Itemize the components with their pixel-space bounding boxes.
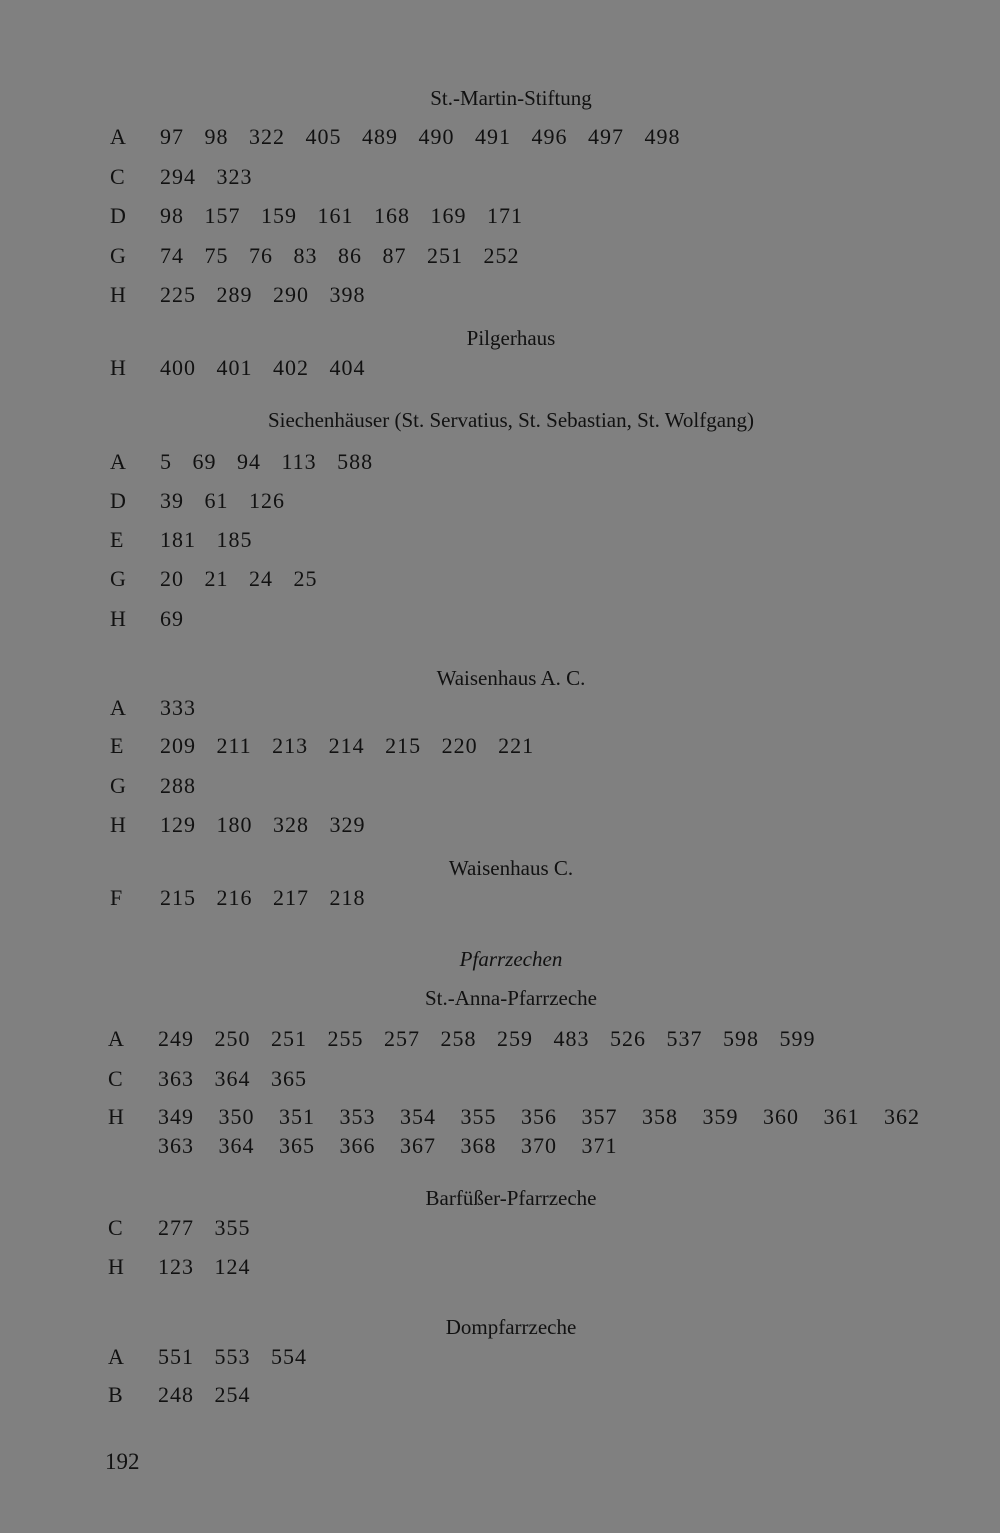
row-numbers: 98 157 159 161 168 169 171 (160, 203, 523, 228)
row-letter: D (110, 488, 126, 513)
row-numbers: 69 (160, 606, 184, 631)
row-letter: B (108, 1382, 123, 1407)
row-letter: H (110, 282, 126, 307)
row-numbers: 294 323 (160, 164, 253, 189)
row-letter: A (110, 124, 126, 149)
section-heading: Barfüßer-Pfarrzeche (425, 1186, 597, 1210)
row-letter: C (108, 1066, 123, 1091)
row-numbers: 225 289 290 398 (160, 282, 366, 307)
row-letter: H (110, 812, 126, 837)
row-numbers: 74 75 76 83 86 87 251 252 (160, 243, 520, 268)
row-letter: C (110, 164, 125, 189)
row-letter: D (110, 203, 126, 228)
row-letter: H (110, 355, 126, 380)
row-letter: G (110, 566, 126, 591)
row-numbers: 400 401 402 404 (160, 355, 366, 380)
section-heading: St.-Anna-Pfarrzeche (425, 986, 597, 1010)
row-numbers: 39 61 126 (160, 488, 285, 513)
row-letter: A (110, 449, 126, 474)
page-number: 192 (105, 1449, 140, 1474)
row-numbers: 181 185 (160, 527, 253, 552)
row-numbers: 129 180 328 329 (160, 812, 366, 837)
group-heading: Pfarrzechen (459, 947, 563, 971)
row-letter: A (108, 1344, 124, 1369)
row-letter: E (110, 527, 124, 552)
row-letter: C (108, 1215, 123, 1240)
section-heading: Dompfarrzeche (445, 1315, 577, 1339)
row-letter: H (108, 1254, 124, 1279)
row-numbers: 5 69 94 113 588 (160, 449, 374, 474)
row-numbers: 249 250 251 255 257 258 259 483 526 537 598 599 (158, 1026, 816, 1051)
row-numbers: 97 98 322 405 489 490 491 496 497 498 (160, 124, 681, 149)
row-numbers: 277 355 (158, 1215, 251, 1240)
section-heading: Siechenhäuser (St. Servatius, St. Sebastian, St. Wolfgang) (267, 408, 755, 432)
row-numbers: 20 21 24 25 (160, 566, 318, 591)
row-letter: A (108, 1026, 124, 1051)
row-numbers: 363 364 365 (158, 1066, 307, 1091)
row-letter: F (110, 885, 123, 910)
row-numbers: 288 (160, 773, 196, 798)
section-heading: Waisenhaus A. C. (436, 666, 586, 690)
row-numbers: 248 254 (158, 1382, 251, 1407)
row-numbers: 363 364 365 366 367 368 370 371 (158, 1133, 618, 1158)
row-letter: G (110, 243, 126, 268)
row-numbers: 333 (160, 695, 196, 720)
row-numbers: 551 553 554 (158, 1344, 307, 1369)
section-heading: St.-Martin-Stiftung (430, 86, 592, 110)
section-heading: Pilgerhaus (466, 326, 556, 350)
row-letter: A (110, 695, 126, 720)
row-letter: E (110, 733, 124, 758)
row-numbers: 215 216 217 218 (160, 885, 366, 910)
row-letter: H (110, 606, 126, 631)
row-numbers: 123 124 (158, 1254, 251, 1279)
section-heading: Waisenhaus C. (448, 856, 574, 880)
row-numbers: 209 211 213 214 215 220 221 (160, 733, 535, 758)
row-letter: H (108, 1104, 124, 1129)
row-letter: G (110, 773, 126, 798)
row-numbers: 349 350 351 353 354 355 356 357 358 359 360 361 362 (158, 1104, 920, 1129)
